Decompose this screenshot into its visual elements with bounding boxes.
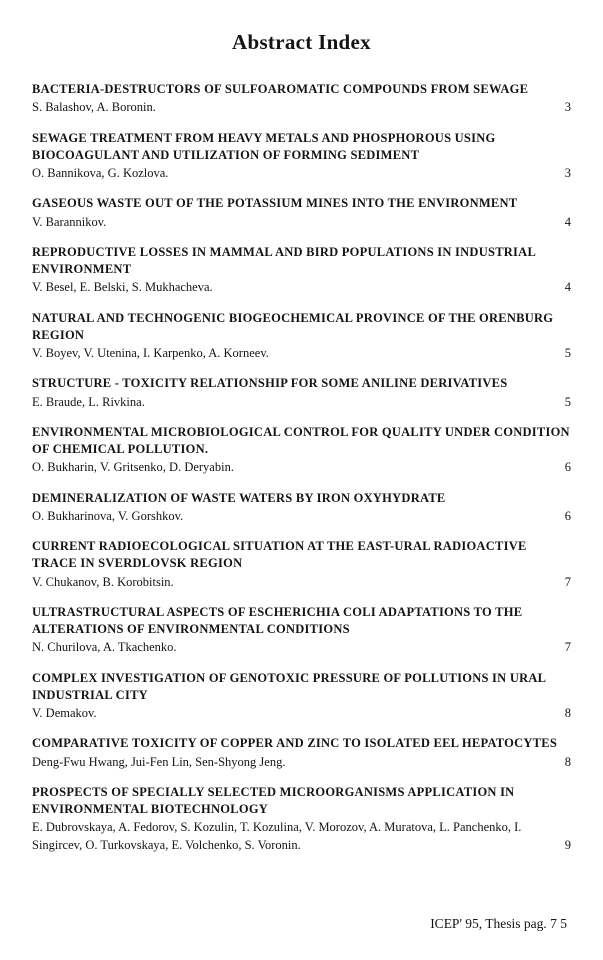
entry-page-number: 9 (564, 837, 571, 852)
entry-page-number: 6 (564, 508, 571, 523)
index-entry (32, 81, 571, 117)
entry-authors: N. Churilova, A. Tkachenko. (32, 640, 177, 655)
entry-meta (32, 508, 571, 525)
page-title: Abstract Index (232, 30, 371, 54)
entry-meta (32, 279, 571, 296)
entry-authors: V. Besel, E. Belski, S. Mukhacheva. (32, 280, 213, 295)
index-entry (32, 244, 571, 297)
entry-page-number: 3 (564, 166, 571, 180)
entry-authors: S. Balashov, A. Boronin. (32, 100, 156, 115)
entry-meta (32, 394, 571, 411)
entry-page-number: 8 (564, 706, 571, 720)
index-entry (32, 424, 571, 477)
index-entry (32, 670, 571, 723)
entry-title: ENVIRONMENTAL MICROBIOLOGICAL CONTROL FOR QUALITY UNDER CONDITION OF CHEMICAL POLLUTION. (32, 424, 570, 456)
entry-title: BACTERIA-DESTRUCTORS OF SULFOAROMATIC COMPOUNDS FROM SEWAGE (32, 82, 529, 96)
entry-authors: V. Demakov. (32, 706, 97, 720)
entry-meta (32, 214, 571, 231)
entry-list (32, 81, 571, 867)
entry-meta (32, 574, 571, 591)
entry-page-number: 7 (564, 640, 571, 655)
entry-authors: V. Boyev, V. Utenina, I. Karpenko, A. Korneev. (32, 346, 269, 360)
entry-title: NATURAL AND TECHNOGENIC BIOGEOCHEMICAL PROVINCE OF THE ORENBURG REGION (32, 310, 554, 342)
entry-page-number: 4 (564, 214, 571, 229)
index-entry (32, 375, 571, 411)
index-entry (32, 784, 571, 854)
entry-meta (32, 459, 571, 476)
entry-page-number: 8 (564, 754, 571, 769)
entry-meta (32, 99, 571, 116)
entry-meta (32, 819, 571, 854)
entry-meta (32, 754, 571, 771)
entry-page-number: 6 (564, 460, 571, 475)
entry-title: CURRENT RADIOECOLOGICAL SITUATION AT THE EAST-URAL RADIOACTIVE TRACE IN SVERDLOVSK REGION (32, 539, 527, 571)
entry-authors: V. Chukanov, B. Korobitsin. (32, 574, 174, 589)
entry-page-number: 5 (564, 346, 571, 360)
entry-meta (32, 165, 571, 182)
entry-title: STRUCTURE - TOXICITY RELATIONSHIP FOR SOME ANILINE DERIVATIVES (32, 376, 508, 391)
entry-authors: E. Dubrovskaya, A. Fedorov, S. Kozulin, T. Kozulina, V. Morozov, A. Muratova, L. Panchenko, I. Singircev, O. Turkovskaya, E. Volchenko, S. Voronin. (32, 820, 522, 852)
index-entry (32, 130, 571, 183)
entry-meta (32, 705, 571, 722)
entry-title: ULTRASTRUCTURAL ASPECTS OF ESCHERICHIA COLI ADAPTATIONS TO THE ALTERATIONS OF ENVIRONMENTAL CONDITIONS (32, 604, 523, 636)
entry-title: COMPARATIVE TOXICITY OF COPPER AND ZINC TO ISOLATED EEL HEPATOCYTES (32, 736, 558, 751)
entry-page-number: 4 (564, 280, 571, 295)
entry-title: COMPLEX INVESTIGATION OF GENOTOXIC PRESSURE OF POLLUTIONS IN URAL INDUSTRIAL CITY (32, 670, 546, 702)
index-entry (32, 195, 571, 231)
entry-meta (32, 639, 571, 656)
entry-title: DEMINERALIZATION OF WASTE WATERS BY IRON OXYHYDRATE (32, 490, 446, 505)
footer-text: ICEP' 95, Thesis pag. 7 5 (430, 916, 567, 931)
index-entry (32, 538, 571, 591)
entry-authors: O. Bannikova, G. Kozlova. (32, 166, 169, 180)
entry-title: PROSPECTS OF SPECIALLY SELECTED MICROORGANISMS APPLICATION IN ENVIRONMENTAL BIOTECHNOLOGY (32, 784, 515, 816)
entry-authors: O. Bukharinova, V. Gorshkov. (32, 508, 184, 523)
entry-page-number: 5 (564, 394, 571, 409)
entry-page-number: 3 (564, 100, 571, 115)
entry-title: SEWAGE TREATMENT FROM HEAVY METALS AND PHOSPHOROUS USING BIOCOAGULANT AND UTILIZATION OF FORMING SEDIMENT (32, 130, 496, 162)
index-entry (32, 604, 571, 657)
entry-authors: V. Barannikov. (32, 214, 107, 229)
entry-title: REPRODUCTIVE LOSSES IN MAMMAL AND BIRD POPULATIONS IN INDUSTRIAL ENVIRONMENT (32, 244, 536, 276)
entry-title: GASEOUS WASTE OUT OF THE POTASSIUM MINES INTO THE ENVIRONMENT (32, 196, 518, 211)
entry-authors: E. Braude, L. Rivkina. (32, 394, 145, 409)
entry-authors: O. Bukharin, V. Gritsenko, D. Deryabin. (32, 460, 234, 475)
index-entry (32, 310, 571, 363)
entry-authors: Deng-Fwu Hwang, Jui-Fen Lin, Sen-Shyong Jeng. (32, 754, 286, 769)
entry-page-number: 7 (564, 574, 571, 589)
entry-meta (32, 345, 571, 362)
index-entry (32, 735, 571, 771)
index-entry (32, 490, 571, 526)
